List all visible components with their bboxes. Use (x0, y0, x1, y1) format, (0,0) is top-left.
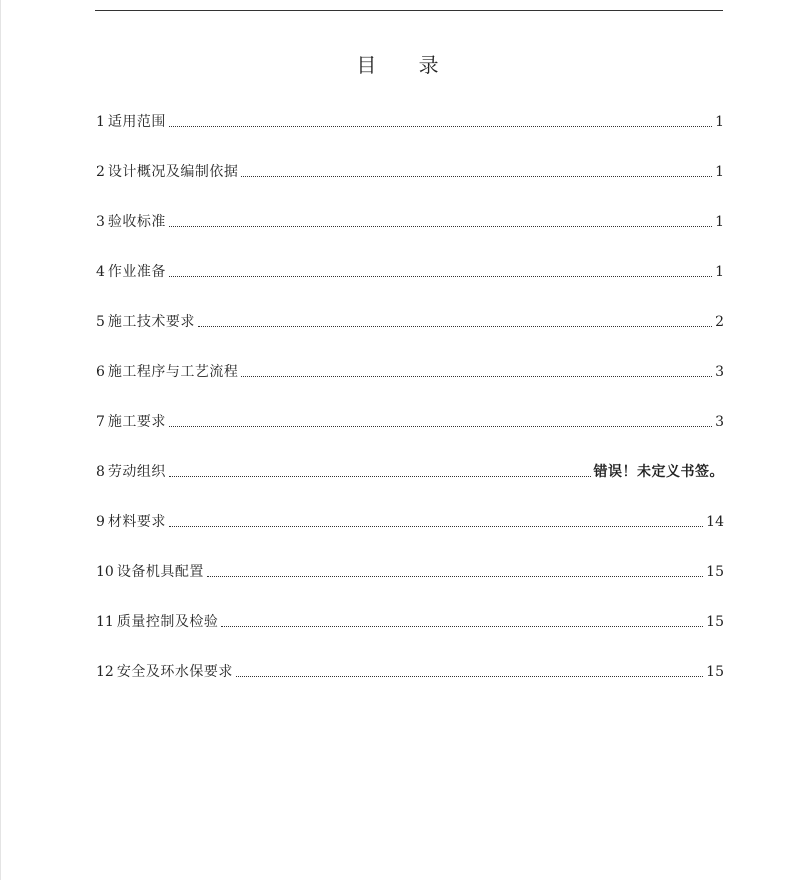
toc-entry-page: 3 (715, 364, 724, 380)
table-of-contents (96, 110, 724, 710)
toc-entry-page: 1 (715, 214, 724, 230)
toc-entry-number: 2 (96, 164, 105, 180)
toc-entry-label: 适用范围 (107, 114, 166, 130)
bookmark-error-text: 错误！未定义书签。 (593, 464, 724, 480)
dot-leader (236, 675, 703, 677)
toc-entry-number: 6 (96, 364, 105, 380)
toc-entry[interactable] (96, 360, 724, 384)
toc-entry-number: 11 (96, 614, 114, 630)
toc-entry-page: 15 (706, 564, 724, 580)
toc-entry-page: 14 (706, 514, 724, 530)
toc-entry-page: 1 (715, 264, 724, 280)
dot-leader (169, 225, 712, 227)
toc-entry[interactable] (96, 110, 724, 134)
dot-leader (221, 625, 703, 627)
toc-entry-page: 2 (715, 314, 724, 330)
toc-entry-label: 验收标准 (107, 214, 166, 230)
toc-entry-label: 劳动组织 (107, 464, 166, 480)
dot-leader (207, 575, 703, 577)
toc-entry-label: 设备机具配置 (116, 564, 204, 580)
dot-leader (169, 525, 703, 527)
toc-entry-number: 5 (96, 314, 105, 330)
toc-entry-number: 10 (96, 564, 114, 580)
toc-title: 目 录 (356, 53, 457, 77)
toc-entry[interactable] (96, 660, 724, 684)
dot-leader (169, 275, 712, 277)
toc-entry-label: 材料要求 (107, 514, 166, 530)
toc-entry-label: 设计概况及编制依据 (107, 164, 239, 180)
toc-entry-label: 质量控制及检验 (116, 614, 219, 630)
toc-entry[interactable] (96, 610, 724, 634)
toc-entry-page: 15 (706, 614, 724, 630)
toc-entry-number: 7 (96, 414, 105, 430)
toc-entry[interactable] (96, 260, 724, 284)
toc-entry-page: 15 (706, 664, 724, 680)
toc-entry-number: 3 (96, 214, 105, 230)
dot-leader (169, 425, 712, 427)
dot-leader (241, 375, 712, 377)
toc-entry-label: 作业准备 (107, 264, 166, 280)
toc-entry-number: 4 (96, 264, 105, 280)
dot-leader (198, 325, 712, 327)
toc-entry[interactable] (96, 560, 724, 584)
toc-entry-number: 1 (96, 114, 105, 130)
toc-entry-number: 8 (96, 464, 105, 480)
toc-entry[interactable] (96, 460, 724, 484)
dot-leader (241, 175, 712, 177)
dot-leader (169, 475, 591, 477)
toc-entry-page: 1 (715, 114, 724, 130)
toc-entry-label: 安全及环水保要求 (116, 664, 233, 680)
toc-entry-number: 12 (96, 664, 114, 680)
dot-leader (169, 125, 712, 127)
toc-entry-page: 1 (715, 164, 724, 180)
toc-entry-number: 9 (96, 514, 105, 530)
toc-entry[interactable] (96, 410, 724, 434)
toc-entry-page: 3 (715, 414, 724, 430)
toc-entry[interactable] (96, 310, 724, 334)
toc-entry[interactable] (96, 510, 724, 534)
toc-entry-label: 施工技术要求 (107, 314, 195, 330)
toc-entry-label: 施工要求 (107, 414, 166, 430)
header-rule (95, 10, 723, 11)
toc-entry[interactable] (96, 160, 724, 184)
toc-entry-label: 施工程序与工艺流程 (107, 364, 239, 380)
page-edge (0, 0, 1, 880)
toc-entry[interactable] (96, 210, 724, 234)
